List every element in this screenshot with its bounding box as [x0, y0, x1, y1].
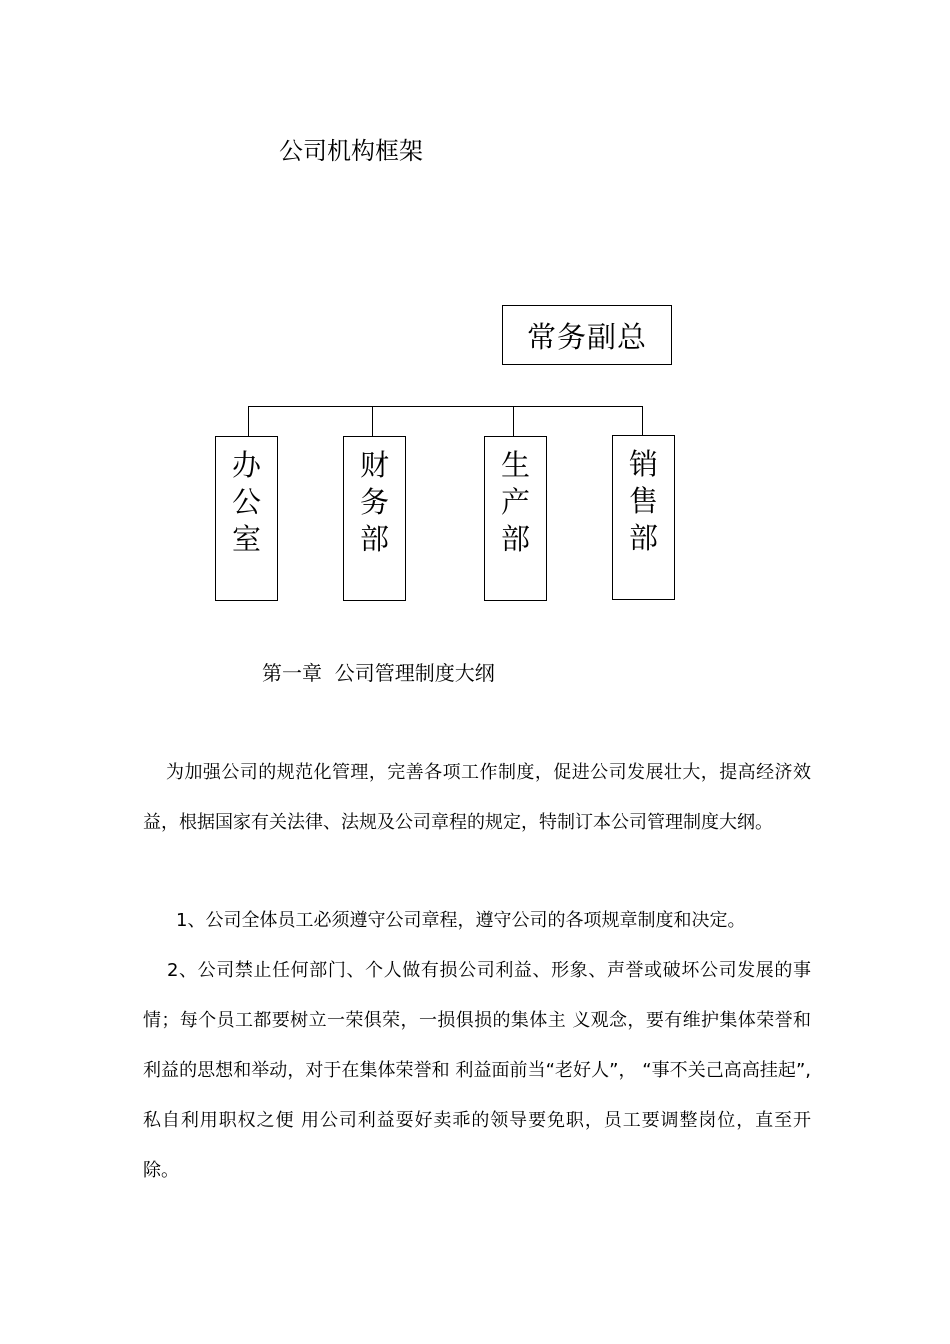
org-box-production	[484, 436, 547, 601]
org-connector-drop-4	[642, 406, 643, 436]
chapter-title: 第一章 公司管理制度大纲	[262, 661, 495, 685]
org-box-char: 公	[231, 485, 261, 519]
org-box-char: 销	[628, 447, 658, 481]
org-box-char: 生	[500, 448, 530, 482]
org-box-char: 产	[500, 485, 530, 519]
org-box-char: 部	[359, 522, 389, 556]
org-chart	[0, 0, 950, 620]
document-title: 公司机构框架	[279, 137, 423, 165]
org-box-finance	[343, 436, 406, 601]
org-box-sales	[612, 435, 675, 600]
org-box-char: 务	[359, 485, 389, 519]
org-box-char: 办	[231, 448, 261, 482]
org-connector-horizontal	[248, 406, 643, 407]
org-box-executive-vp: 常务副总	[502, 305, 672, 365]
paragraph-rule-2: 2、公司禁止任何部门、个人做有损公司利益、形象、声誉或破坏公司发展的事情；每个员工都要树立一荣俱荣，一损俱损的集体主 义观念，要有维护集体荣誉和利益的思想和举动，对于在集体荣誉和 利益面前当“老好人”， “事不关己高高挂起”,私自利用职权之便 用公司利益耍好卖乖的领导要免职，员工要调整岗位，直至开除。	[143, 960, 811, 1181]
org-box-char: 部	[628, 521, 658, 555]
paragraph-rule-1: 1、公司全体员工必须遵守公司章程，遵守公司的各项规章制度和决定。	[176, 910, 746, 931]
org-box-char: 部	[500, 522, 530, 556]
org-box-office	[215, 436, 278, 601]
org-connector-drop-2	[372, 406, 373, 436]
org-box-char: 财	[359, 448, 389, 482]
org-connector-drop-1	[248, 406, 249, 436]
org-box-char: 售	[628, 484, 658, 518]
org-box-char: 室	[231, 522, 261, 556]
paragraph-intro: 为加强公司的规范化管理，完善各项工作制度，促进公司发展壮大，提高经济效益，根据国家有关法律、法规及公司章程的规定，特制订本公司管理制度大纲。	[143, 762, 811, 833]
org-connector-drop-3	[513, 406, 514, 436]
